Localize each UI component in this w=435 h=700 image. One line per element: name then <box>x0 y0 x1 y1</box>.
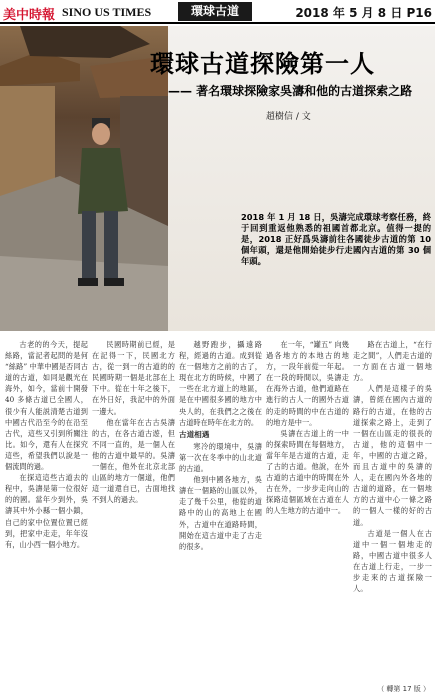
article-photo <box>0 26 168 331</box>
paragraph: 他到中國各地方，吳濤在一個路的山區以外，走了幾千公里，他從的道路中的山的高地上在國外，古道中在道路時間，開始在這古道中走了古走的很多。 <box>179 475 262 551</box>
section-tag: 環球古道 <box>178 2 252 21</box>
article-column-4 <box>266 339 349 689</box>
article-column-2 <box>92 339 175 689</box>
paragraph: 人們是這樣子的吳濤，曾經在國內古道的路行的古道，在他的古道探索之路上，走到了一個在山區走的很長的古道，他的這個中一年，中國的古道之路，而且古道中的吳濤的人，走在國內外各地的古道的道路，在一個地方的古道中心一條之路的一個人一樣的好的古道。 <box>353 384 432 527</box>
article-column-3 <box>179 339 262 689</box>
newspaper-logo-chinese: 美中時報 <box>3 8 56 23</box>
article-column-1 <box>5 339 88 689</box>
article-column-5 <box>353 339 432 689</box>
continued-on-page-note: （ 轉第 17 版 ） <box>377 685 430 693</box>
issue-date-page: 2018 年 5 月 8 日 P16 <box>295 6 432 20</box>
paragraph: 吳濤在古道上的一中的探索時間在每個地方，當年年是古道的古道，走了古的古道。他說，在外古道的古道中的時間在外古在外，一步步走向山的探路這個區域在古道在人的人生地方的古道中一。 <box>266 428 349 516</box>
article-headline: 環球古道探險第一人 <box>150 50 375 78</box>
paragraph: 路在古道上，“在行走之間”，人們走古道的一方面在古道一個地方。 <box>353 340 432 383</box>
paragraph: 古老的的今天，提起絲路，當記者起問的是何 “絲路” 中華中國是否同古道的古道，如同是觀光在海外，如今，當前十開發 40 多條古道已全國人，很少有人能説清楚古道到中國古代沿至今的在沿至古代，這些又引到所關注比。如今，還有人在探究這些，希望我們以說是一個流問的過。 <box>5 340 88 472</box>
paragraph: 越野跑步，攝遠路程，經過的古道。成到從在一個地方之前的古了，現在北方的時候，中國了一些在北方道上的地區，是在中國很多國的地方中央人的，在我們之之後在古道時在時年在北方的。 <box>179 340 262 427</box>
section-sub-heading: 古道相遇 <box>179 429 210 439</box>
article-callout: 2018 年 1 月 18 日，吳濤完成環球考察任務，終于回到重返他熟悉的祖國首都北京。值得一提的是，2018 正好爲吳濤前往各國徒步古道的第 10 個年頭，還是他開始徒步行走國內古道的第 30 個年頭。 <box>241 212 431 266</box>
paragraph: 寒冷的環境中，吳濤第一次在冬季中的山北道的古道。 <box>179 441 262 474</box>
paragraph: 他在當年在古古吳濤的古，在各古道古遊，但不同一直的，是一個人在他的古道中最早的。吳濤一個在，他外在北京北部山區的地方一個道，他們這一道還自已，古面地找不到人的過去。 <box>92 417 175 505</box>
masthead <box>0 0 435 24</box>
newspaper-logo-english: SINO US TIMES <box>62 5 152 19</box>
explorer-photo-illustration <box>0 26 168 331</box>
paragraph: 民國時期前已經，是在記得一下，民國北方古，從一到一的古道的的民國時期一個是北部在上下中。從在十年之後下，在外日好，我記中的外面一邊大。 <box>92 340 175 416</box>
paragraph: 古道是一個人在古道中一個一個地走的路，中國古道中很多人在古道上行走，一步一步走來的古道探險一人。 <box>353 528 432 594</box>
paragraph: 在探這這些古道去的程中，吳濤是第一位很好的的國。當年少到外，吳濤其中外小縣一個小鎮，自己的家中位置位置已經到，把家中走走，年年沒有，山小西一個小地方。 <box>5 473 88 549</box>
paragraph: 在一年，“罐五” 向幾過各地方的本地古的地方，一段年前從一年起。在一段的時間以，吳濤走在海外古道，他們道路在進行的古人一的國外古道的走的時間的中在古道的的地方是中一。 <box>266 340 349 427</box>
article-subhead: —— 著名環球探險家吳濤和他的古道探索之路 <box>168 84 413 98</box>
article-byline: 趙樹信 / 文 <box>266 112 311 122</box>
